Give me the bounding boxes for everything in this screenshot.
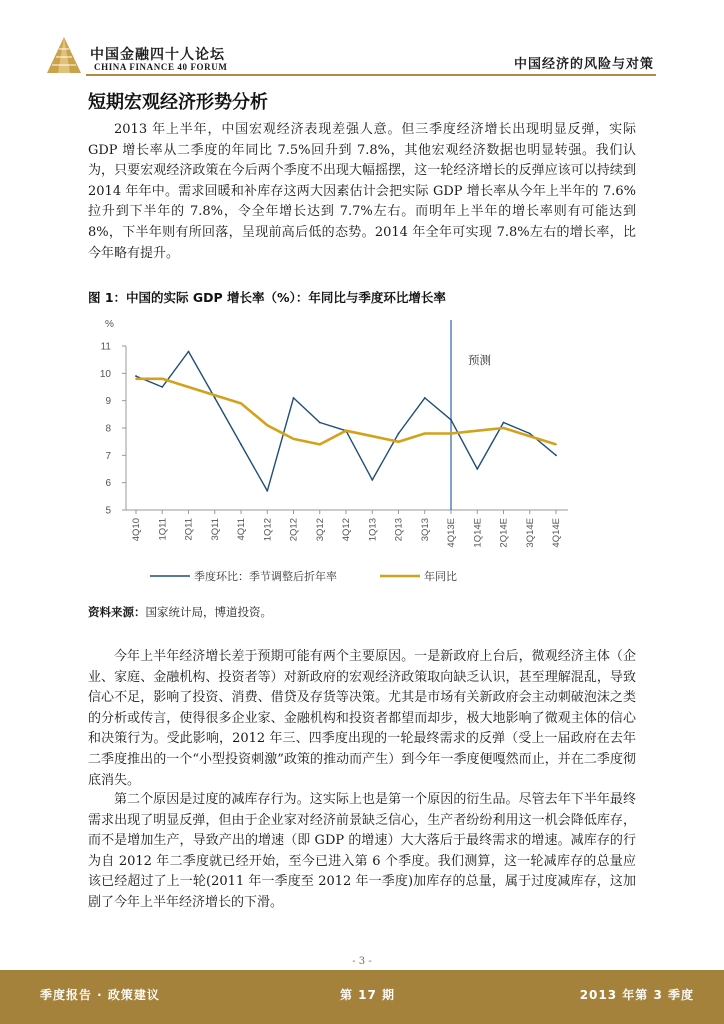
data-point-qoq: [529, 433, 531, 435]
data-point-qoq: [266, 490, 268, 492]
data-point-yoy: [529, 435, 531, 437]
data-point-yoy: [424, 433, 426, 435]
logo-icon: [46, 36, 82, 74]
forecast-label: 预测: [468, 353, 491, 367]
y-tick-label: 10: [99, 368, 111, 380]
data-point-yoy: [319, 444, 321, 446]
paragraph-1: 2013 年上半年，中国宏观经济表现差强人意。但三季度经济增长出现明显反弹，实际 GDP 增长率从二季度的年同比 7.5%回升到 7.8%，其他宏观经济数据也明显转强。我们认为，只要宏观经济政策在今后两个季度不出现大幅摇摆，这一轮经济增长的反弹应该可以持续到 2014 年年中。需求回暖和补库存这两大因素估计会把实际 GDP 增长率从今年上半年的 7.6%拉升到下半年的 7.8%，令全年增长达到 7.7%左右。而明年上半年的增长率则有可能达到 8%，下半年则有所回落，呈现前高后低的态势。2014 年全年可实现 7.8%左右的增长率，比今年略有提升。: [88, 122, 636, 261]
x-tick-label: 2Q13: [393, 518, 405, 542]
logo-english-name: CHINA FINANCE 40 FORUM: [94, 62, 228, 72]
data-point-yoy: [214, 394, 216, 396]
footer-report-type: 季度报告 · 政策建议: [40, 988, 160, 1002]
x-tick-label: 3Q11: [209, 518, 221, 541]
data-point-qoq: [240, 444, 242, 446]
x-tick-label: 1Q13: [367, 518, 379, 542]
data-point-yoy: [398, 441, 400, 443]
section-title: 短期宏观经济形势分析: [88, 92, 268, 113]
data-point-qoq: [293, 397, 295, 399]
gdp-line-chart: [88, 308, 648, 598]
x-tick-label: 4Q12: [341, 518, 352, 542]
data-point-yoy: [345, 430, 347, 432]
data-point-qoq: [398, 433, 400, 435]
x-tick-label: 4Q10: [131, 518, 142, 542]
data-point-yoy: [188, 386, 190, 388]
logo-chinese-name: 中国金融四十人论坛: [90, 47, 225, 63]
x-tick-label: 3Q13: [419, 518, 431, 542]
data-point-yoy: [135, 378, 137, 380]
gdp-chart: [88, 308, 648, 598]
page-number: - 3 -: [352, 956, 372, 967]
data-point-yoy: [450, 433, 452, 435]
x-tick-label: 2Q12: [288, 518, 300, 542]
y-tick-label: 6: [105, 478, 111, 490]
data-point-qoq: [450, 419, 452, 421]
legend-label-yoy: 年同比: [424, 570, 457, 583]
data-point-qoq: [424, 397, 426, 399]
y-tick-label: 11: [100, 341, 111, 353]
data-point-qoq: [319, 422, 321, 424]
legend-label-qoq: 季度环比：季节调整后折年率: [194, 570, 337, 583]
x-tick-label: 3Q14E: [524, 518, 536, 548]
data-point-qoq: [371, 479, 373, 481]
data-point-qoq: [476, 468, 478, 470]
y-tick-label: 8: [105, 423, 111, 435]
x-tick-label: 2Q14E: [498, 518, 510, 548]
source-label: 资料来源：: [88, 605, 146, 619]
y-axis-unit-label: %: [105, 319, 114, 330]
data-point-yoy: [476, 430, 478, 432]
source-text: 国家统计局，博道投资。: [145, 605, 272, 619]
x-tick-label: 4Q14E: [551, 518, 562, 548]
x-tick-label: 1Q12: [262, 518, 274, 542]
data-point-qoq: [161, 386, 163, 388]
x-tick-label: 1Q11: [157, 518, 169, 541]
data-point-qoq: [135, 375, 137, 377]
footer-issue: 第 17 期: [340, 988, 396, 1002]
x-tick-label: 2Q11: [183, 518, 195, 541]
data-point-yoy: [266, 424, 268, 426]
x-tick-label: 1Q14E: [472, 518, 484, 548]
header-divider: [86, 74, 656, 76]
paragraph-3: 第二个原因是过度的减库存行为。这实际上也是第一个原因的衍生品。尽管去年下半年最终需求出现了明显反弹，但由于企业家对经济前景缺乏信心，生产者纷纷利用这一机会降低库存，而不是增加生产，导致产出的增速（即 GDP 的增速）大大落后于最终需求的增速。减库存的行为自 2012 年二季度就已经开始，至今已进入第 6 个季度。我们测算，这一轮减库存的总量应该已经超过了上一轮(2011 年一季度至 2012 年一季度)加库存的总量，属于过度减库存，这加剧了今年上半年经济增长的下滑。: [88, 792, 636, 910]
data-point-qoq: [503, 422, 505, 424]
data-point-qoq: [188, 351, 190, 353]
data-point-yoy: [293, 438, 295, 440]
y-tick-label: 7: [105, 450, 111, 462]
data-point-yoy: [555, 444, 557, 446]
footer-period: 2013 年第 3 季度: [579, 988, 694, 1002]
y-tick-label: 5: [105, 505, 111, 517]
x-tick-label: 3Q12: [314, 518, 326, 542]
data-point-qoq: [555, 454, 557, 456]
series-line-yoy: [136, 379, 556, 445]
data-point-yoy: [161, 378, 163, 380]
figure-source: [88, 604, 272, 620]
data-point-qoq: [214, 397, 216, 399]
header-title: 中国经济的风险与对策: [513, 57, 654, 72]
x-tick-label: 4Q11: [236, 518, 247, 541]
data-point-yoy: [371, 435, 373, 437]
data-point-yoy: [503, 427, 505, 429]
data-point-yoy: [240, 403, 242, 405]
x-tick-label: 4Q13E: [446, 518, 457, 548]
page-footer: [0, 970, 724, 1024]
paragraph-2: 今年上半年经济增长差于预期可能有两个主要原因。一是新政府上台后，微观经济主体（企业、家庭、金融机构、投资者等）对新政府的宏观经济政策取向缺乏认识，甚至理解混乱，导致信心不足，影响了投资、消费、借贷及存货等决策。尤其是市场有关新政府会主动刺破泡沫之类的分析或传言，使得很多企业家、金融机构和投资者都望而却步，极大地影响了微观主体的信心和决策行为。受此影响，2012 年三、四季度出现的一轮最终需求的反弹（受上一届政府在去年二季度推出的一个“小型投资刺激”政策的推动而产生）到今年一季度便嘎然而止，并在二季度彻底消失。: [88, 649, 636, 788]
y-tick-label: 9: [105, 396, 111, 408]
series-line-qoq: [136, 352, 556, 491]
page-header: [0, 0, 724, 80]
figure-title: 图 1：中国的实际 GDP 增长率（%）：年同比与季度环比增长率: [88, 290, 446, 305]
